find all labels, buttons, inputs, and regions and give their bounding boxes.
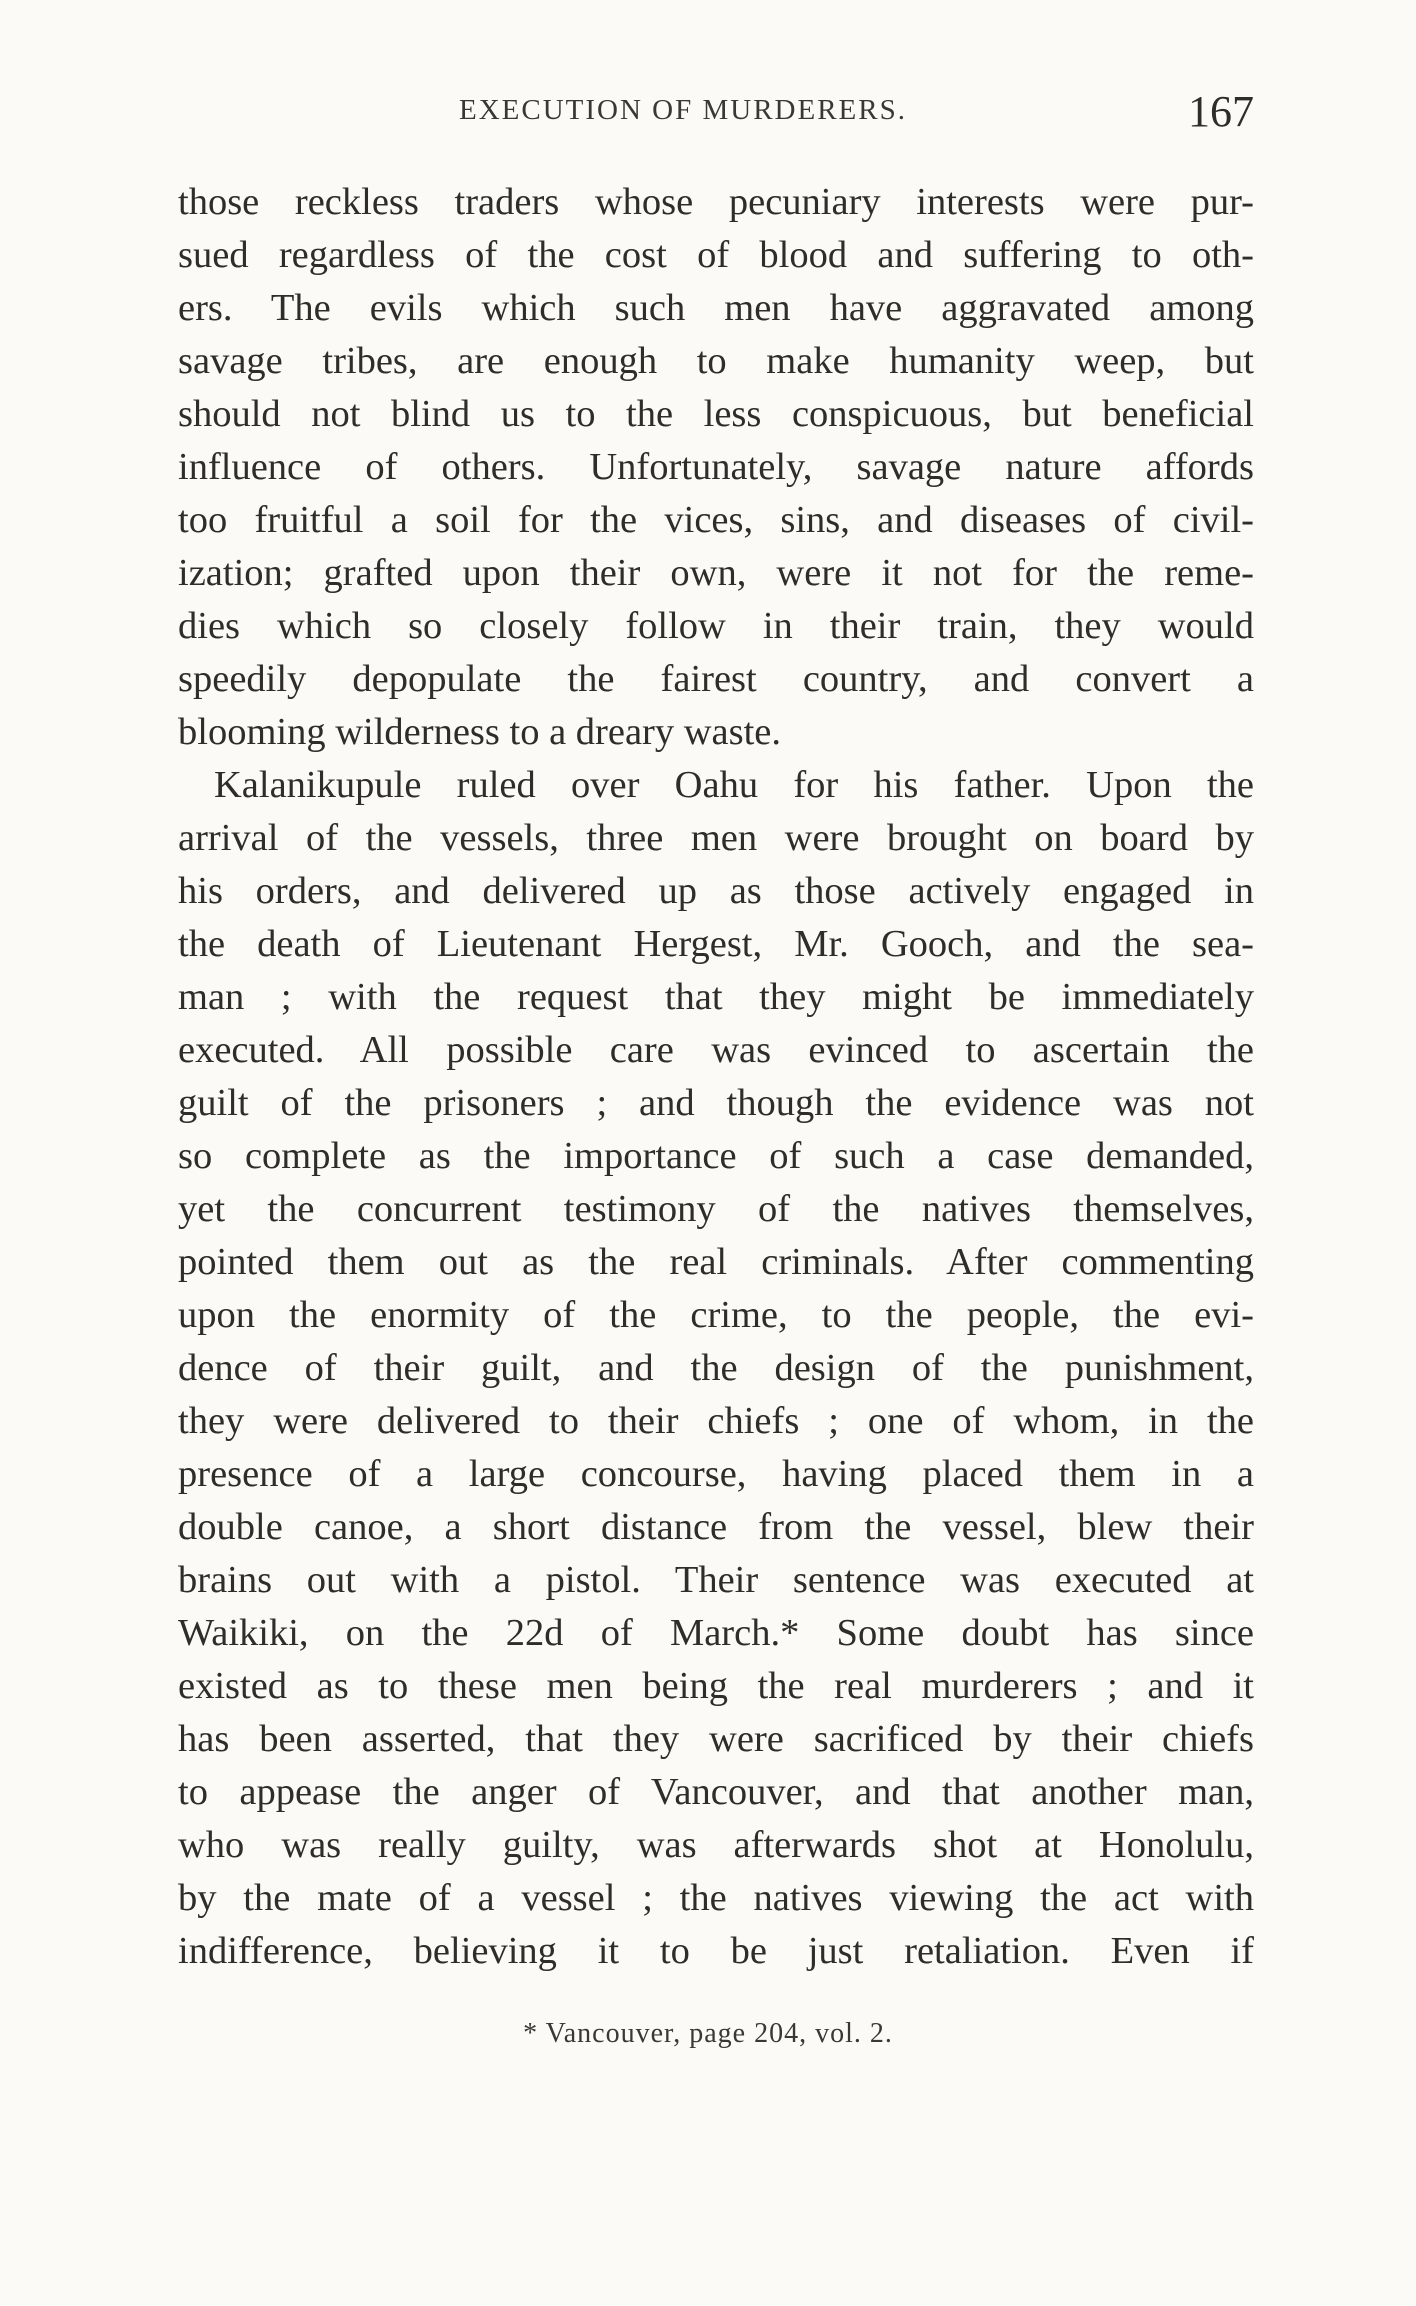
text-line: guilt of the prisoners ; and though the evidence was not xyxy=(178,1082,1254,1124)
text-line: dence of their guilt, and the design of the punishment, xyxy=(178,1347,1254,1389)
body-text xyxy=(178,176,1254,1978)
text-line: double canoe, a short distance from the vessel, blew their xyxy=(178,1506,1254,1548)
text-line: indifference, believing it to be just retaliation. Even if xyxy=(178,1930,1254,1972)
text-line: ers. The evils which such men have aggravated among xyxy=(178,287,1254,329)
text-line: brains out with a pistol. Their sentence was executed at xyxy=(178,1559,1254,1601)
text-line: too fruitful a soil for the vices, sins, and diseases of civil- xyxy=(178,499,1254,541)
text-line: those reckless traders whose pecuniary interests were pur- xyxy=(178,181,1254,223)
text-line: dies which so closely follow in their train, they would xyxy=(178,605,1254,647)
text-line: presence of a large concourse, having placed them in a xyxy=(178,1453,1254,1495)
text-line: savage tribes, are enough to make humanity weep, but xyxy=(178,340,1254,382)
text-line: blooming wilderness to a dreary waste. xyxy=(178,711,782,753)
footnote: * Vancouver, page 204, vol. 2. xyxy=(523,2018,893,2049)
text-line: arrival of the vessels, three men were brought on board by xyxy=(178,817,1254,859)
text-line: man ; with the request that they might be immediately xyxy=(178,976,1254,1018)
page-number: 167 xyxy=(1188,87,1254,136)
text-line: by the mate of a vessel ; the natives viewing the act with xyxy=(178,1877,1254,1919)
running-head: EXECUTION OF MURDERERS. xyxy=(459,94,907,126)
text-line: executed. All possible care was evinced to ascertain the xyxy=(178,1029,1254,1071)
text-line: has been asserted, that they were sacrificed by their chiefs xyxy=(178,1718,1254,1760)
text-line: yet the concurrent testimony of the natives themselves, xyxy=(178,1188,1254,1230)
text-line: upon the enormity of the crime, to the people, the evi- xyxy=(178,1294,1254,1336)
text-line: so complete as the importance of such a case demanded, xyxy=(178,1135,1254,1177)
text-line: who was really guilty, was afterwards shot at Honolulu, xyxy=(178,1824,1254,1866)
text-line: Waikiki, on the 22d of March.* Some doubt has since xyxy=(178,1612,1254,1654)
text-line: the death of Lieutenant Hergest, Mr. Gooch, and the sea- xyxy=(178,923,1254,965)
text-line: Kalanikupule ruled over Oahu for his father. Upon the xyxy=(214,764,1254,806)
text-line: pointed them out as the real criminals. After commenting xyxy=(178,1241,1254,1283)
text-line: ization; grafted upon their own, were it not for the reme- xyxy=(178,552,1254,594)
page-header xyxy=(178,88,1254,148)
text-line: to appease the anger of Vancouver, and that another man, xyxy=(178,1771,1254,1813)
text-line: sued regardless of the cost of blood and suffering to oth- xyxy=(178,234,1254,276)
text-line: they were delivered to their chiefs ; one of whom, in the xyxy=(178,1400,1254,1442)
text-line: should not blind us to the less conspicuous, but beneficial xyxy=(178,393,1254,435)
text-line: his orders, and delivered up as those actively engaged in xyxy=(178,870,1254,912)
text-line: speedily depopulate the fairest country, and convert a xyxy=(178,658,1254,700)
text-line: influence of others. Unfortunately, savage nature affords xyxy=(178,446,1254,488)
text-line: existed as to these men being the real murderers ; and it xyxy=(178,1665,1254,1707)
